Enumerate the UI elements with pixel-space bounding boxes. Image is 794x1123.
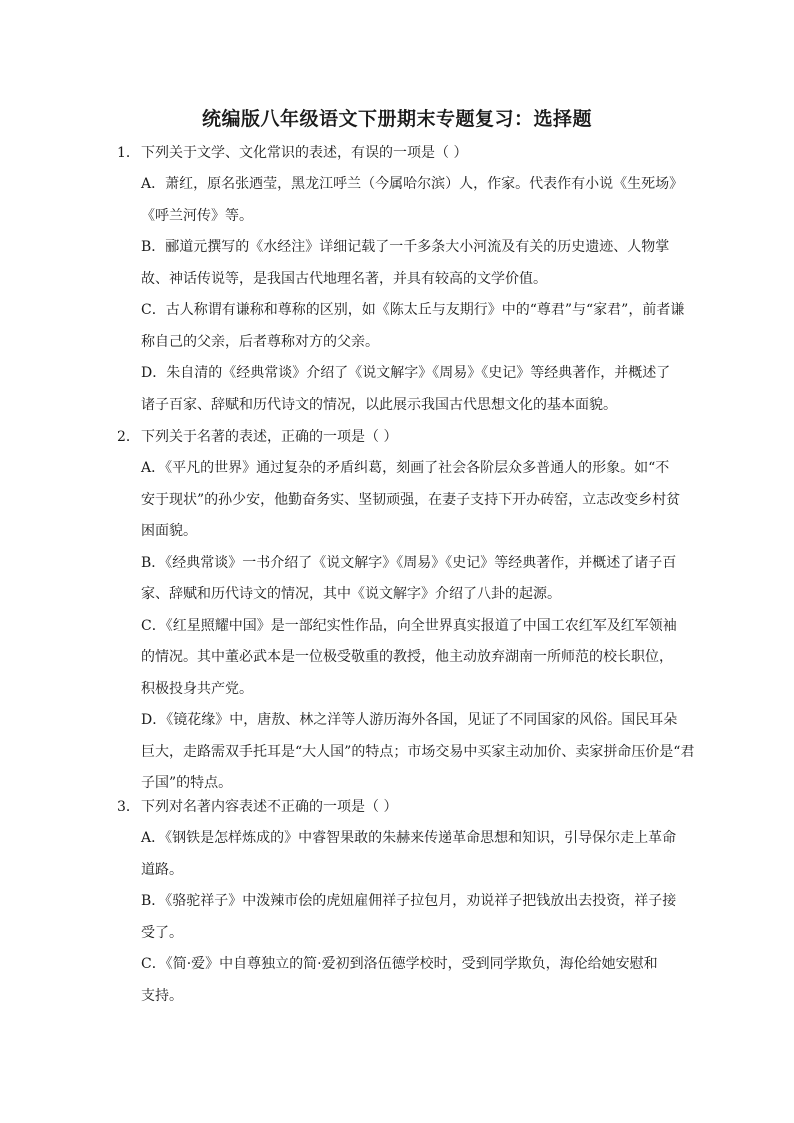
option-b: [117, 232, 697, 295]
option-a: [117, 453, 697, 548]
question-number: 2．: [117, 429, 140, 445]
option-line: 巨大，走路需双手托耳是“大人国”的特点；市场交易中买家主动加价、卖家拼命压价是“君: [141, 743, 695, 760]
option-line: 道路。: [141, 861, 183, 878]
option-line: A．《平凡的世界》通过复杂的矛盾纠葛，刻画了社会各阶层众多普通人的形象。如“不: [141, 460, 670, 476]
option-line: 称自己的父亲，后者尊称对方的父亲。: [141, 333, 379, 350]
option-line: A．《钢铁是怎样炼成的》中睿智果敢的朱赫来传递革命思想和知识，引导保尔走上革命: [141, 830, 677, 846]
option-c: [117, 295, 697, 358]
option-d: [117, 358, 697, 421]
option-line: 《呼兰河传》等。: [141, 207, 253, 224]
question-number: 3．: [117, 799, 140, 815]
option-line: D．《镜花缘》中，唐敖、林之洋等人游历海外各国，见证了不同国家的风俗。国民耳朵: [141, 712, 678, 728]
option-d: [117, 705, 697, 800]
option-a: [117, 169, 697, 232]
option-line: B．《骆驼祥子》中泼辣市侩的虎妞雇佣祥子拉包月，劝说祥子把钱放出去投资，祥子接: [141, 893, 677, 909]
option-line: D．朱自清的《经典常谈》介绍了《说文解字》《周易》《史记》等经典著作，并概述了: [141, 365, 671, 381]
option-line: B．《经典常谈》一书介绍了《说文解字》《周易》《史记》等经典著作，并概述了诸子百: [141, 554, 677, 571]
option-line: 受了。: [141, 924, 183, 941]
option-line: 积极投身共产党。: [141, 680, 253, 697]
question-2: [117, 427, 697, 800]
option-line: 诸子百家、辞赋和历代诗文的情况，以此展示我国古代思想文化的基本面貌。: [141, 396, 617, 413]
question-text: 下列关于文学、文化常识的表述，有误的一项是（ ）: [141, 145, 468, 161]
document-title: 统编版八年级语文下册期末专题复习：选择题: [201, 108, 592, 130]
option-line: C．《红星照耀中国》是一部纪实性作品，向全世界真实报道了中国工农红军及红军领袖: [141, 617, 677, 634]
question-text: 下列关于名著的表述，正确的一项是（ ）: [141, 429, 398, 445]
option-line: B．郦道元撰写的《水经注》详细记载了一千多条大小河流及有关的历史遗迹、人物掌: [141, 239, 670, 255]
question-1: [117, 143, 697, 421]
question-stem: [117, 143, 697, 163]
option-line: 故、神话传说等，是我国古代地理名著，并具有较高的文学价值。: [141, 270, 547, 287]
option-line: 的情况。其中董必武本是一位极受敬重的教授，他主动放弃湖南一所师范的校长职位，: [141, 649, 673, 665]
option-b: [117, 886, 697, 949]
question-3: [117, 797, 697, 1012]
option-line: 家、辞赋和历代诗文的情况，其中《说文解字》介绍了八卦的起源。: [141, 586, 561, 602]
option-a: [117, 823, 697, 886]
option-line: C．《简·爱》中自尊独立的简·爱初到洛伍德学校时，受到同学欺负，海伦给她安慰和: [141, 956, 658, 972]
option-line: 安于现状”的孙少安，他勤奋务实、坚韧顽强，在妻子支持下开办砖窑，立志改变乡村贫: [141, 491, 681, 508]
option-line: 子国”的特点。: [141, 775, 233, 791]
question-number: 1．: [117, 145, 140, 161]
question-stem: [117, 427, 697, 447]
option-c: [117, 949, 697, 1012]
option-line: 支持。: [141, 987, 183, 1004]
question-stem: [117, 797, 697, 817]
option-b: [117, 548, 697, 611]
option-c: [117, 611, 697, 706]
option-line: A．萧红，原名张迺莹，黑龙江呼兰（今属哈尔滨）人，作家。代表作有小说《生死场》: [141, 176, 684, 192]
option-line: C．古人称谓有谦称和尊称的区别，如《陈太丘与友期行》中的“尊君”与“家君”，前者谦: [141, 302, 685, 318]
option-line: 困面貌。: [141, 523, 197, 539]
question-text: 下列对名著内容表述不正确的一项是（ ）: [141, 799, 398, 815]
